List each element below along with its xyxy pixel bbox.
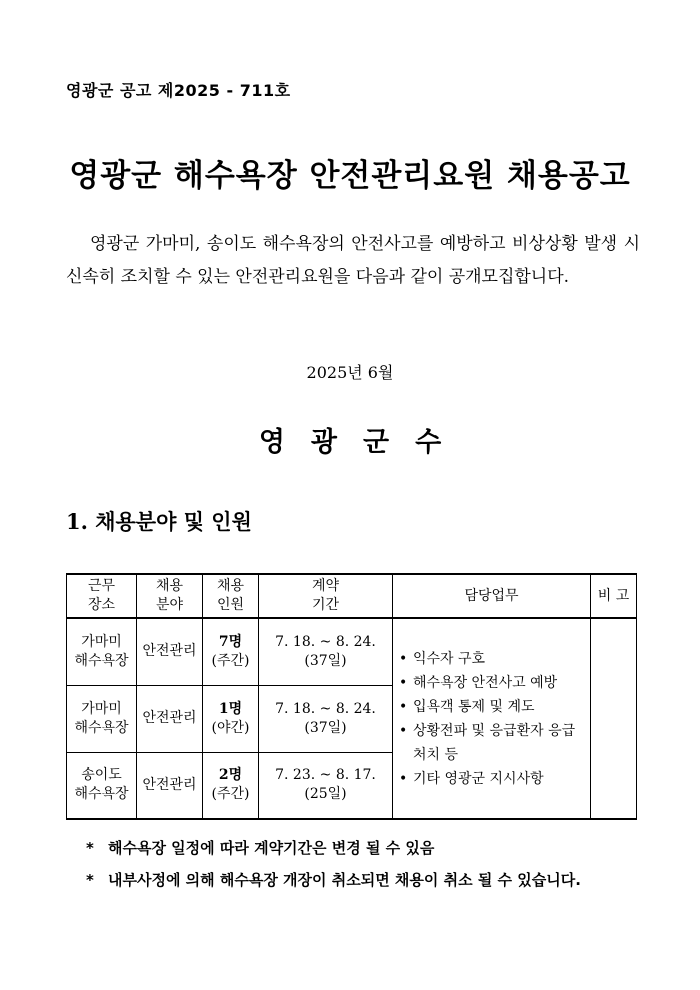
header-duties: 담당업무: [393, 574, 591, 618]
notice-date: 2025년 6월: [306, 363, 394, 382]
cell-place: 송이도 해수욕장: [67, 752, 137, 819]
period-range: 7. 23. ~ 8. 17.: [275, 767, 376, 784]
period-range: 7. 18. ~ 8. 24.: [275, 633, 376, 650]
count-shift: (주간): [211, 652, 250, 669]
section-title: 1. 채용분야 및 인원: [66, 509, 252, 534]
count-shift: (주간): [211, 786, 250, 803]
cell-place: 가마미 해수욕장: [67, 685, 137, 752]
period-days: (37일): [304, 719, 347, 736]
notes: [86, 832, 581, 896]
notice-number: 영광군 공고 제2025 - 711호: [66, 81, 291, 100]
count-value: 7명: [218, 633, 243, 650]
period-range: 7. 18. ~ 8. 24.: [275, 700, 376, 717]
cell-period: [259, 752, 393, 819]
cell-field: 안전관리: [137, 752, 203, 819]
cell-remarks: [591, 618, 637, 819]
cell-field: 안전관리: [137, 618, 203, 685]
cell-place: 가마미 해수욕장: [67, 618, 137, 685]
cell-field: 안전관리: [137, 685, 203, 752]
note-text: 해수욕장 일정에 따라 계약기간은 변경 될 수 있음: [108, 839, 435, 857]
header-field: 채용 분야: [137, 574, 203, 618]
page-title: 영광군 해수욕장 안전관리요원 채용공고: [69, 158, 631, 194]
intro-paragraph: 영광군 가마미, 송이도 해수욕장의 안전사고를 예방하고 비상상황 발생 시 신속히 조치할 수 있는 안전관리요원을 다음과 같이 공개모집합니다.: [66, 234, 640, 287]
cell-period: [259, 618, 393, 685]
cell-duties: [393, 618, 591, 819]
asterisk-icon: *: [86, 871, 94, 889]
header-place: 근무 장소: [67, 574, 137, 618]
table-row: [67, 618, 637, 685]
note-text: 내부사정에 의해 해수욕장 개장이 취소되면 채용이 취소 될 수 있습니다.: [108, 871, 581, 889]
list-item: • 입욕객 통제 및 계도: [399, 695, 586, 719]
header-remarks: 비 고: [591, 574, 637, 618]
cell-count: [203, 618, 259, 685]
count-value: 2명: [218, 767, 243, 784]
organization-name: 영광군수: [258, 427, 468, 458]
cell-count: [203, 752, 259, 819]
list-item: • 해수욕장 안전사고 예방: [399, 671, 586, 695]
list-item: • 익수자 구호: [399, 647, 586, 671]
header-period: 계약 기간: [259, 574, 393, 618]
cell-count: [203, 685, 259, 752]
note-item: [86, 864, 581, 896]
list-item: • 상황전파 및 응급환자 응급처치 등: [399, 719, 586, 767]
cell-period: [259, 685, 393, 752]
asterisk-icon: *: [86, 839, 94, 857]
period-days: (37일): [304, 652, 347, 669]
count-shift: (야간): [211, 719, 250, 736]
table-header-row: [67, 574, 637, 618]
count-value: 1명: [218, 700, 243, 717]
recruitment-table: [66, 573, 637, 820]
note-item: [86, 832, 581, 864]
period-days: (25일): [304, 786, 347, 803]
duty-list: [399, 647, 586, 791]
header-count: 채용 인원: [203, 574, 259, 618]
list-item: • 기타 영광군 지시사항: [399, 767, 586, 791]
